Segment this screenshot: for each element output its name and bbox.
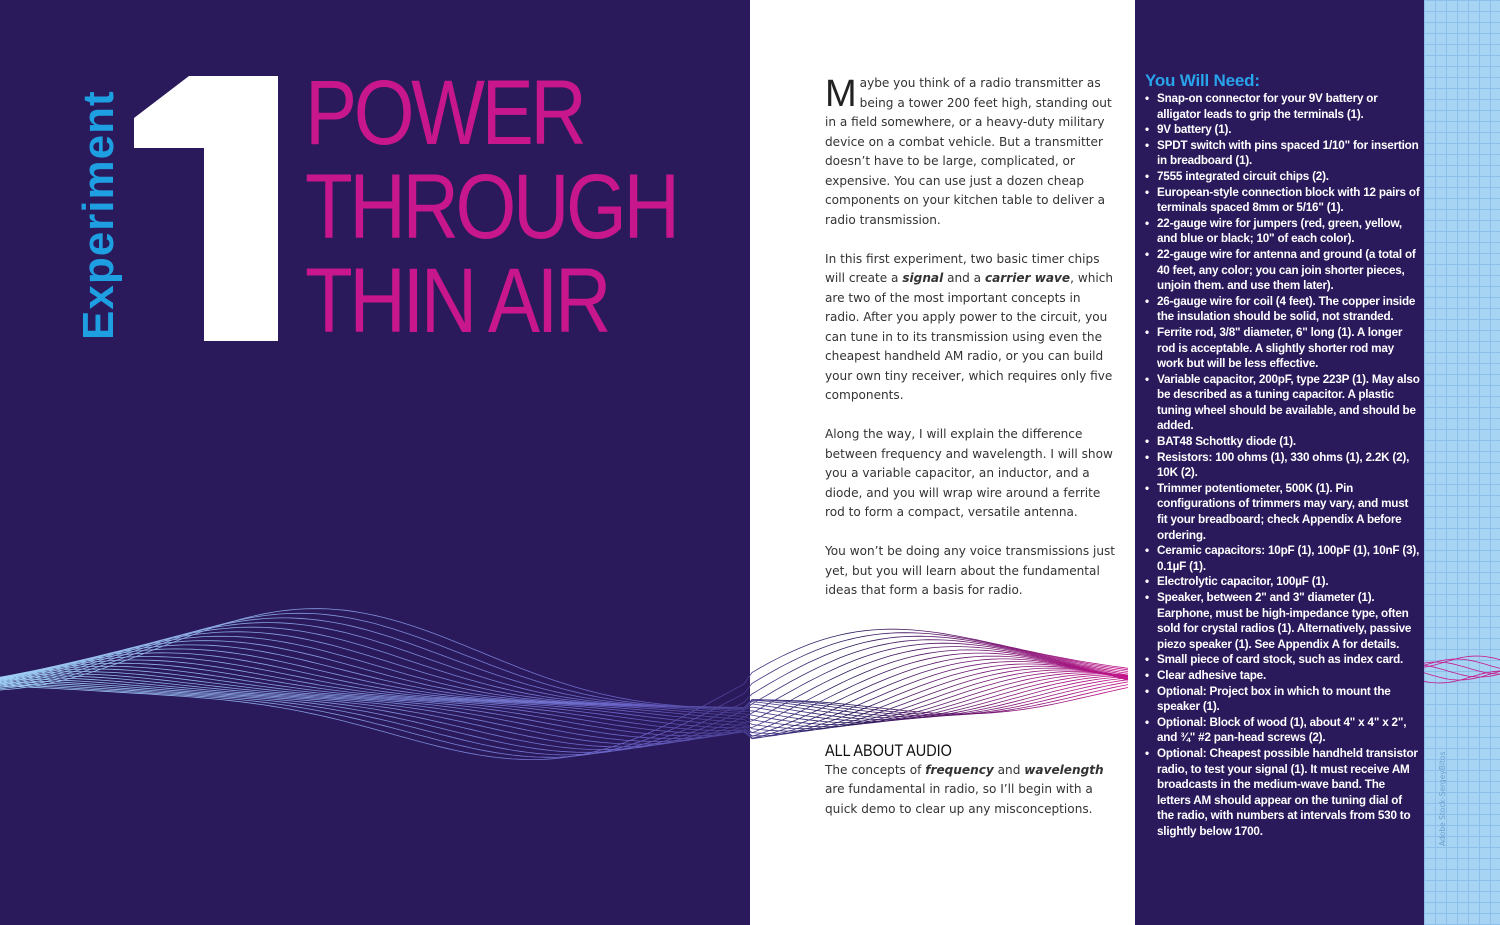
materials-item: • Clear adhesive tape. bbox=[1145, 668, 1420, 684]
paragraph: You won’t be doing any voice transmissions just yet, but you will learn about the fundamental ideas that form a basis for radio. bbox=[825, 544, 1116, 597]
title-line: THROUGH bbox=[305, 156, 677, 258]
paragraph: In this first experiment, two basic timer chips will create a signal and a carrier wave, which are two of the most important concepts in radio. After you apply power to the circuit, you can tune in to its transmission using even the cheapest handheld AM radio, or you can build your own tiny receiver, which requires only five components. bbox=[825, 251, 1114, 402]
materials-item: • Electrolytic capacitor, 100µF (1). bbox=[1145, 574, 1420, 590]
section-heading: ALL ABOUT AUDIO bbox=[825, 741, 952, 760]
title-line: THIN AIR bbox=[305, 250, 609, 352]
title-line: POWER bbox=[305, 62, 584, 164]
materials-item: • Optional: Block of wood (1), about 4" x 4" x 2", and ¾" #2 pan-head screws (2). bbox=[1145, 715, 1420, 746]
materials-item: • Ceramic capacitors: 10pF (1), 100pF (1), 10nF (3), 0.1µF (1). bbox=[1145, 543, 1420, 574]
materials-item: • 22-gauge wire for antenna and ground (a total of 40 feet, any color; you can join shorter pieces, unjoin them. and use them later). bbox=[1145, 247, 1420, 294]
drop-cap: M bbox=[825, 73, 857, 115]
chapter-number-1 bbox=[134, 76, 278, 341]
paragraph: The concepts of frequency and wavelength are fundamental in radio, so I’ll begin with a quick demo to clear up any misconceptions. bbox=[825, 762, 1104, 816]
materials-item: • Resistors: 100 ohms (1), 330 ohms (1), 2.2K (2), 10K (2). bbox=[1145, 450, 1420, 481]
materials-item: • Optional: Project box in which to mount the speaker (1). bbox=[1145, 684, 1420, 715]
image-credit: Adobe Stock-SergeyBitos bbox=[1438, 751, 1447, 846]
materials-item: • 7555 integrated circuit chips (2). bbox=[1145, 169, 1420, 185]
materials-item: • Speaker, between 2" and 3" diameter (1). Earphone, must be high-impedance type, often sold for crystal radios (1). Alternatively, passive piezo speaker (1). See Appendix A for details. bbox=[1145, 590, 1420, 652]
paragraph: Along the way, I will explain the difference between frequency and wavelength. I will show you a variable capacitor, an inductor, and a diode, and you will wrap wire around a ferrite rod to form a compact, versatile antenna. bbox=[825, 427, 1113, 519]
grid-strip bbox=[1424, 0, 1500, 925]
paragraph: aybe you think of a radio transmitter as being a tower 200 feet high, standing out in a field somewhere, or a heavy-duty military device on a combat vehicle. But a transmitter doesn’t have to be large, complicated, or expensive. You can use just a dozen cheap components on your kitchen table to deliver a radio transmission. bbox=[825, 76, 1112, 227]
experiment-label: Experiment bbox=[74, 90, 123, 340]
materials-item: • Snap-on connector for your 9V battery or alligator leads to grip the terminals (1). bbox=[1145, 91, 1420, 122]
materials-item: • BAT48 Schottky diode (1). bbox=[1145, 434, 1420, 450]
chapter-title bbox=[305, 62, 677, 352]
materials-item: • European-style connection block with 12 pairs of terminals spaced 8mm or 5/16" (1). bbox=[1145, 185, 1420, 216]
materials-item: • SPDT switch with pins spaced 1/10" for insertion in breadboard (1). bbox=[1145, 138, 1420, 169]
materials-item: • Ferrite rod, 3/8" diameter, 6" long (1). A longer rod is acceptable. A slightly shorter rod may work but will be less effective. bbox=[1145, 325, 1420, 372]
materials-item: • 22-gauge wire for jumpers (red, green, yellow, and blue or black; 10" of each color). bbox=[1145, 216, 1420, 247]
audio-section bbox=[825, 741, 1117, 819]
materials-item: • Small piece of card stock, such as index card. bbox=[1145, 652, 1420, 668]
materials-heading: You Will Need: bbox=[1145, 71, 1260, 90]
materials-item: • 9V battery (1). bbox=[1145, 122, 1420, 138]
materials-item: • 26-gauge wire for coil (4 feet). The copper inside the insulation should be solid, not stranded. bbox=[1145, 294, 1420, 325]
materials-item: • Trimmer potentiometer, 500K (1). Pin configurations of trimmers may vary, and must fit your breadboard; check Appendix A before ordering. bbox=[1145, 481, 1420, 543]
materials-item: • Optional: Cheapest possible handheld transistor radio, to test your signal (1). It must receive AM broadcasts in the medium-wave band. The letters AM should appear on the tuning dial of the radio, with numbers at intervals from 530 to slightly below 1700. bbox=[1145, 746, 1420, 840]
materials-item: • Variable capacitor, 200pF, type 223P (1). May also be described as a tuning capacitor. A plastic tuning wheel should be available, and should be added. bbox=[1145, 372, 1420, 434]
materials-list bbox=[1145, 71, 1420, 840]
intro-text bbox=[825, 74, 1117, 620]
